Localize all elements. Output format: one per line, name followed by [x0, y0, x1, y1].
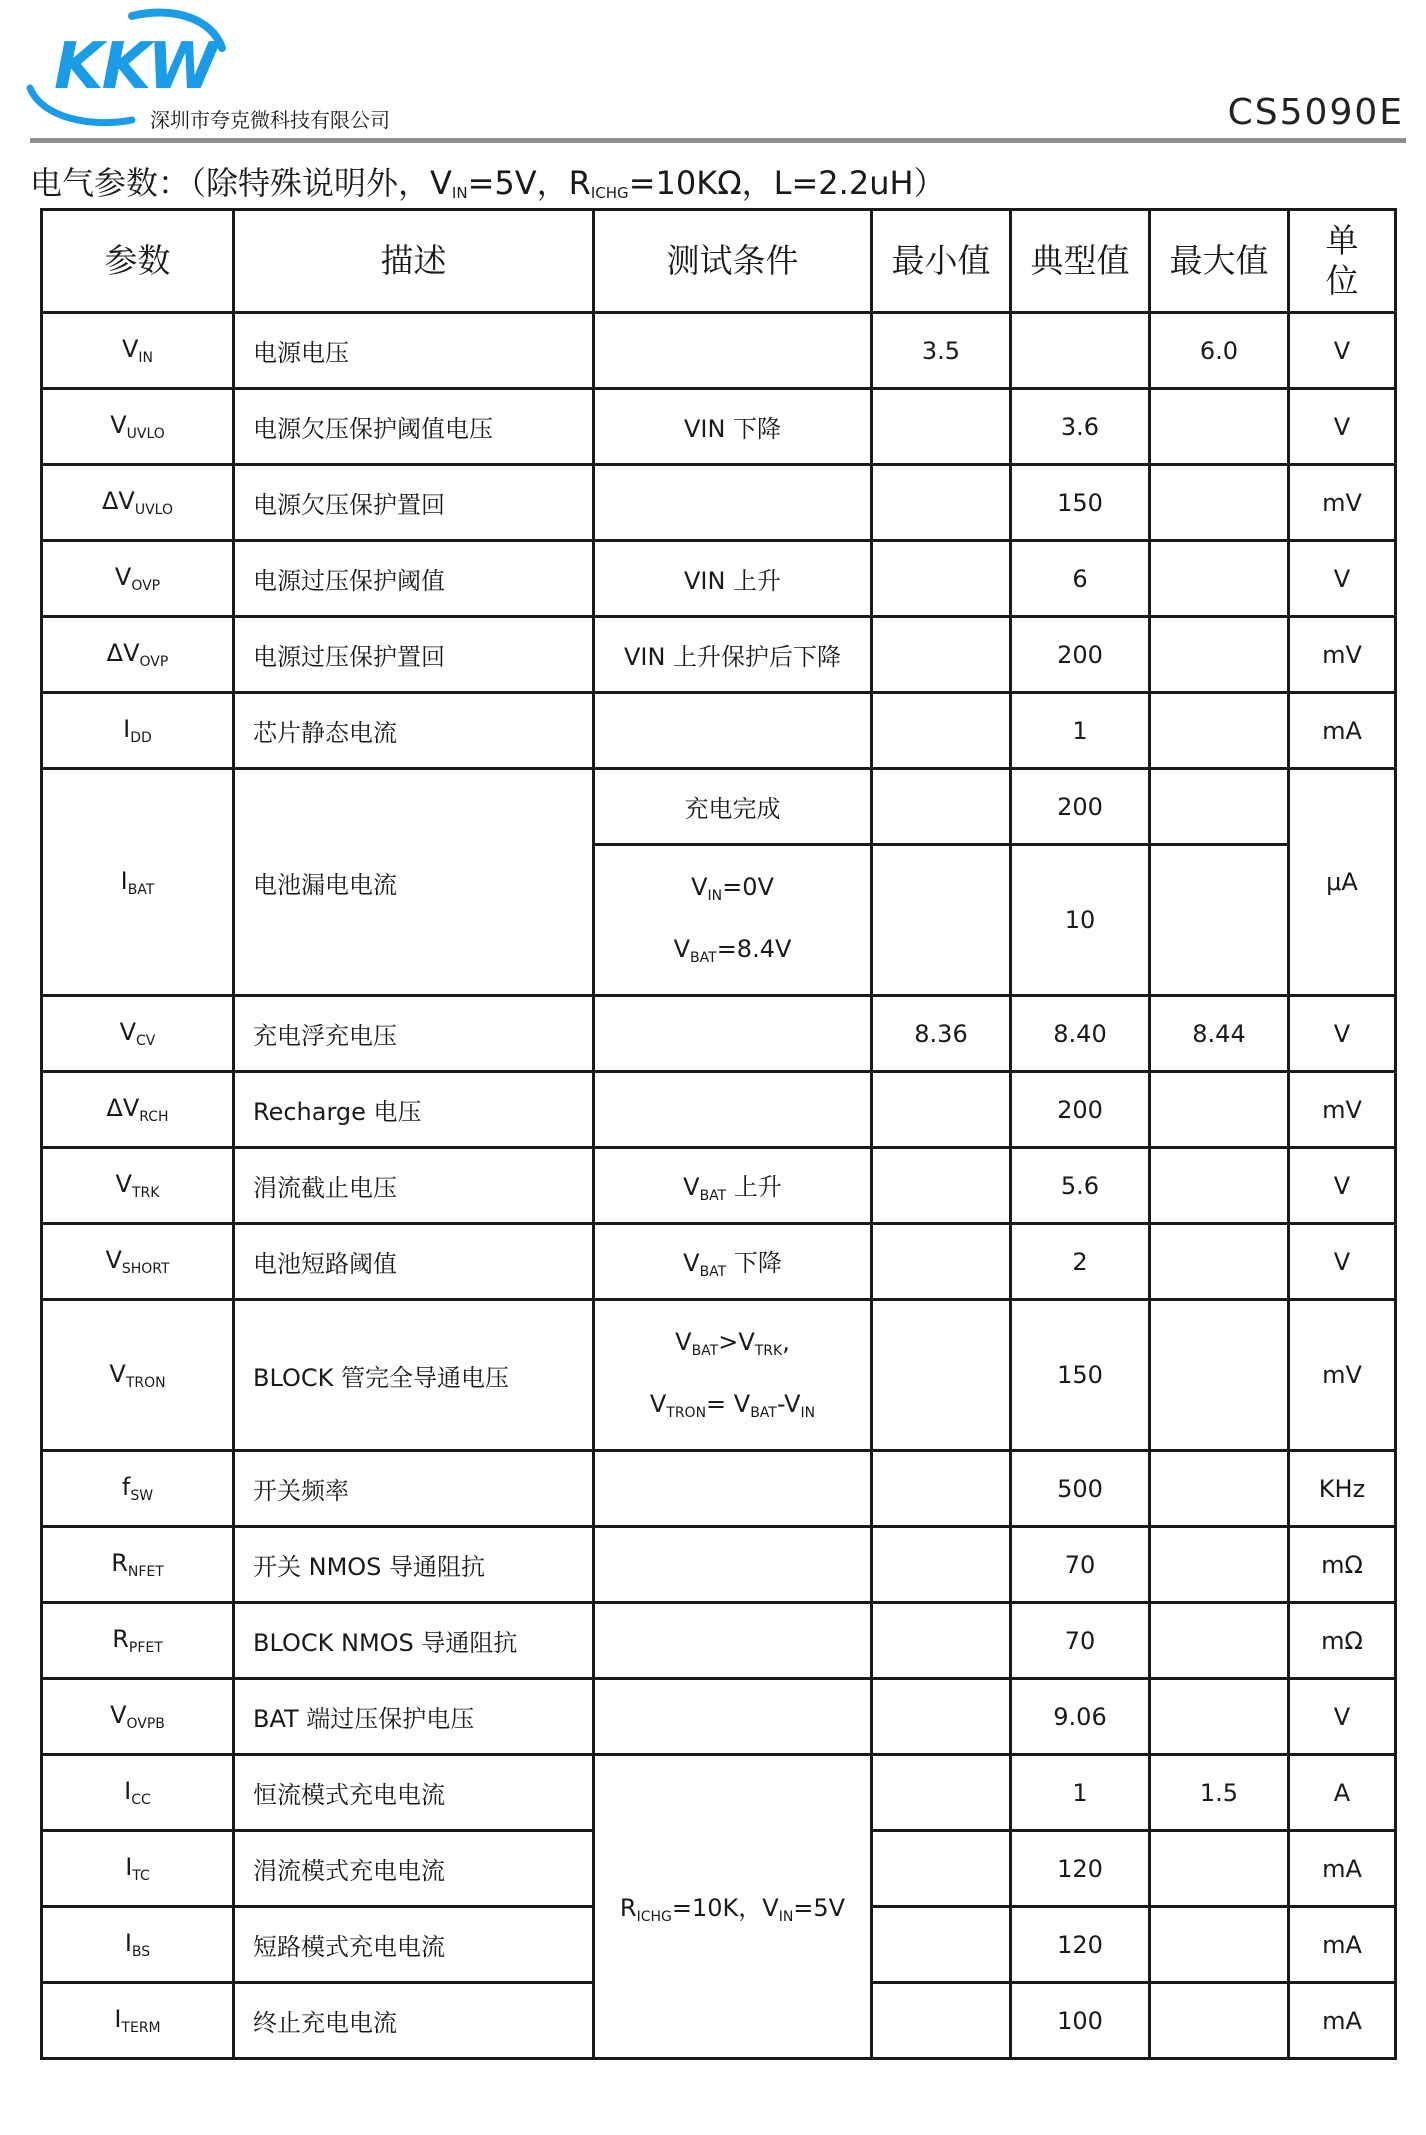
- table-row: [42, 389, 1396, 465]
- param-unit: V: [1289, 1679, 1396, 1755]
- param-cond: [594, 1527, 872, 1603]
- param-typ: 120: [1011, 1907, 1150, 1983]
- param-unit: mV: [1289, 617, 1396, 693]
- param-min: [872, 1224, 1011, 1300]
- param-symbol: $I_{DD}$: [42, 693, 234, 769]
- param-typ: 200: [1011, 769, 1150, 845]
- param-max: [1150, 1072, 1289, 1148]
- param-symbol: $V_{OVPB}$: [42, 1679, 234, 1755]
- param-max: [1150, 769, 1289, 845]
- header-divider: [30, 138, 1406, 143]
- param-desc: BLOCK 管完全导通电压: [234, 1300, 594, 1451]
- param-symbol: $\Delta V_{OVP}$: [42, 617, 234, 693]
- param-desc: 涓流模式充电电流: [234, 1831, 594, 1907]
- param-typ: 100: [1011, 1983, 1150, 2059]
- param-desc: 充电浮充电压: [234, 996, 594, 1072]
- param-typ: [1011, 313, 1150, 389]
- param-symbol: $R_{NFET}$: [42, 1527, 234, 1603]
- param-min: [872, 1300, 1011, 1451]
- param-typ: 6: [1011, 541, 1150, 617]
- param-max: [1150, 1907, 1289, 1983]
- param-typ: 1: [1011, 693, 1150, 769]
- param-cond: $V_{IN}=0V$ $V_{BAT}=8.4V$: [594, 845, 872, 996]
- table-header-row: [42, 210, 1396, 313]
- param-min: [872, 1907, 1011, 1983]
- param-desc: 电源过压保护置回: [234, 617, 594, 693]
- title-richg-sub: ICHG: [590, 184, 629, 202]
- param-desc: 电源电压: [234, 313, 594, 389]
- header-max: 最大值: [1150, 210, 1289, 313]
- param-desc: 恒流模式充电电流: [234, 1755, 594, 1831]
- table-row: [42, 617, 1396, 693]
- param-unit: mV: [1289, 1072, 1396, 1148]
- param-cond: [594, 693, 872, 769]
- param-unit: mA: [1289, 1831, 1396, 1907]
- param-symbol: $I_{BAT}$: [42, 769, 234, 996]
- section-title: [30, 158, 946, 204]
- param-min: [872, 1831, 1011, 1907]
- param-cond: $V_{BAT}$ 下降: [594, 1224, 872, 1300]
- param-cond: VIN 上升: [594, 541, 872, 617]
- param-max: [1150, 1983, 1289, 2059]
- param-typ: 2: [1011, 1224, 1150, 1300]
- param-desc: 终止充电电流: [234, 1983, 594, 2059]
- param-cond: [594, 313, 872, 389]
- param-cond: 充电完成: [594, 769, 872, 845]
- param-min: [872, 1451, 1011, 1527]
- param-typ: 150: [1011, 465, 1150, 541]
- param-cond: [594, 1451, 872, 1527]
- param-desc: 涓流截止电压: [234, 1148, 594, 1224]
- param-unit: mA: [1289, 1983, 1396, 2059]
- part-number: CS5090E: [1227, 92, 1404, 133]
- param-unit: mV: [1289, 465, 1396, 541]
- param-max: [1150, 845, 1289, 996]
- param-max: [1150, 465, 1289, 541]
- param-cond: [594, 996, 872, 1072]
- param-min: 8.36: [872, 996, 1011, 1072]
- company-logo: [22, 8, 442, 132]
- param-desc: 电池漏电电流: [234, 769, 594, 996]
- header-param: 参数: [42, 210, 234, 313]
- param-typ: 10: [1011, 845, 1150, 996]
- param-max: [1150, 541, 1289, 617]
- param-cond: VIN 上升保护后下降: [594, 617, 872, 693]
- param-cond: [594, 465, 872, 541]
- param-max: [1150, 1679, 1289, 1755]
- table-row: [42, 996, 1396, 1072]
- param-unit: KHz: [1289, 1451, 1396, 1527]
- table-row: [42, 693, 1396, 769]
- header-unit-line1: 单: [1325, 221, 1359, 261]
- table-row: [42, 1603, 1396, 1679]
- param-symbol: $I_{CC}$: [42, 1755, 234, 1831]
- param-min: [872, 1527, 1011, 1603]
- param-unit: mV: [1289, 1300, 1396, 1451]
- param-symbol: $I_{TERM}$: [42, 1983, 234, 2059]
- param-unit: mA: [1289, 1907, 1396, 1983]
- param-max: [1150, 693, 1289, 769]
- param-unit: μA: [1289, 769, 1396, 996]
- param-symbol: $V_{UVLO}$: [42, 389, 234, 465]
- param-typ: 1: [1011, 1755, 1150, 1831]
- param-min: [872, 1755, 1011, 1831]
- param-min: [872, 845, 1011, 996]
- param-desc: Recharge 电压: [234, 1072, 594, 1148]
- header-unit: [1289, 210, 1396, 313]
- param-min: [872, 1603, 1011, 1679]
- header-desc: 描述: [234, 210, 594, 313]
- param-symbol: $I_{TC}$: [42, 1831, 234, 1907]
- param-min: [872, 1983, 1011, 2059]
- header-min: 最小值: [872, 210, 1011, 313]
- param-typ: 8.40: [1011, 996, 1150, 1072]
- param-desc: 电池短路阈值: [234, 1224, 594, 1300]
- table-row: [42, 1527, 1396, 1603]
- table-row: [42, 1224, 1396, 1300]
- param-max: [1150, 1831, 1289, 1907]
- table-row: [42, 1755, 1396, 1831]
- param-typ: 70: [1011, 1603, 1150, 1679]
- table-row: [42, 1679, 1396, 1755]
- param-unit: V: [1289, 996, 1396, 1072]
- param-symbol: $V_{SHORT}$: [42, 1224, 234, 1300]
- param-max: [1150, 1603, 1289, 1679]
- param-desc: 电源欠压保护置回: [234, 465, 594, 541]
- param-typ: 500: [1011, 1451, 1150, 1527]
- param-min: [872, 769, 1011, 845]
- param-unit: V: [1289, 1224, 1396, 1300]
- table-row: [42, 541, 1396, 617]
- title-prefix: 电气参数：（除特殊说明外，V: [30, 164, 452, 202]
- table-row-ibat: [42, 769, 1396, 845]
- header-unit-line2: 位: [1325, 261, 1359, 300]
- param-max: 8.44: [1150, 996, 1289, 1072]
- title-suffix: =10KΩ，L=2.2uH）: [628, 164, 946, 202]
- param-cond: [594, 1072, 872, 1148]
- param-min: [872, 1072, 1011, 1148]
- param-symbol: $V_{TRK}$: [42, 1148, 234, 1224]
- param-min: [872, 389, 1011, 465]
- param-min: 3.5: [872, 313, 1011, 389]
- param-unit: mA: [1289, 693, 1396, 769]
- header-typ: 典型值: [1011, 210, 1150, 313]
- title-mid: =5V，R: [467, 164, 591, 202]
- param-symbol: $V_{IN}$: [42, 313, 234, 389]
- param-typ: 5.6: [1011, 1148, 1150, 1224]
- param-max: 1.5: [1150, 1755, 1289, 1831]
- param-symbol: $\Delta V_{UVLO}$: [42, 465, 234, 541]
- param-cond: VIN 下降: [594, 389, 872, 465]
- param-typ: 120: [1011, 1831, 1150, 1907]
- param-cond-shared: $R_{ICHG}=10K$，$V_{IN}=5V$: [594, 1755, 872, 2059]
- param-symbol: $\Delta V_{RCH}$: [42, 1072, 234, 1148]
- table-row: [42, 1072, 1396, 1148]
- param-symbol: $I_{BS}$: [42, 1907, 234, 1983]
- param-unit: V: [1289, 541, 1396, 617]
- param-unit: mΩ: [1289, 1603, 1396, 1679]
- param-typ: 70: [1011, 1527, 1150, 1603]
- param-desc: 开关频率: [234, 1451, 594, 1527]
- title-vin-sub: IN: [451, 184, 468, 202]
- param-desc: 短路模式充电电流: [234, 1907, 594, 1983]
- param-desc: 电源过压保护阈值: [234, 541, 594, 617]
- table-row: [42, 313, 1396, 389]
- param-desc: BAT 端过压保护电压: [234, 1679, 594, 1755]
- table-row: [42, 1300, 1396, 1451]
- param-cond: [594, 1603, 872, 1679]
- company-name: 深圳市夸克微科技有限公司: [150, 108, 390, 132]
- param-max: [1150, 617, 1289, 693]
- param-desc: 开关 NMOS 导通阻抗: [234, 1527, 594, 1603]
- param-unit: mΩ: [1289, 1527, 1396, 1603]
- param-typ: 200: [1011, 1072, 1150, 1148]
- param-max: [1150, 1527, 1289, 1603]
- logo-text: KKW: [54, 30, 217, 104]
- param-unit: V: [1289, 313, 1396, 389]
- param-symbol: $V_{OVP}$: [42, 541, 234, 617]
- table-row: [42, 465, 1396, 541]
- param-max: [1150, 1148, 1289, 1224]
- param-max: [1150, 1300, 1289, 1451]
- param-min: [872, 541, 1011, 617]
- param-symbol: $R_{PFET}$: [42, 1603, 234, 1679]
- param-desc: BLOCK NMOS 导通阻抗: [234, 1603, 594, 1679]
- param-cond: $V_{BAT}>V_{TRK}$, $V_{TRON}= V_{BAT}-V_{IN}$: [594, 1300, 872, 1451]
- param-desc: 电源欠压保护阈值电压: [234, 389, 594, 465]
- param-max: [1150, 1451, 1289, 1527]
- param-cond: [594, 1679, 872, 1755]
- param-min: [872, 1148, 1011, 1224]
- param-min: [872, 1679, 1011, 1755]
- param-max: 6.0: [1150, 313, 1289, 389]
- param-max: [1150, 389, 1289, 465]
- param-unit: V: [1289, 1148, 1396, 1224]
- param-min: [872, 693, 1011, 769]
- param-max: [1150, 1224, 1289, 1300]
- param-typ: 200: [1011, 617, 1150, 693]
- param-min: [872, 465, 1011, 541]
- param-symbol: $V_{TRON}$: [42, 1300, 234, 1451]
- param-typ: 3.6: [1011, 389, 1150, 465]
- param-typ: 150: [1011, 1300, 1150, 1451]
- param-typ: 9.06: [1011, 1679, 1150, 1755]
- param-symbol: $f_{SW}$: [42, 1451, 234, 1527]
- param-cond: $V_{BAT}$ 上升: [594, 1148, 872, 1224]
- electrical-parameters-table: [40, 208, 1397, 2060]
- table-row: [42, 1451, 1396, 1527]
- param-symbol: $V_{CV}$: [42, 996, 234, 1072]
- param-unit: A: [1289, 1755, 1396, 1831]
- param-min: [872, 617, 1011, 693]
- header-cond: 测试条件: [594, 210, 872, 313]
- table-row: [42, 1148, 1396, 1224]
- param-unit: V: [1289, 389, 1396, 465]
- param-desc: 芯片静态电流: [234, 693, 594, 769]
